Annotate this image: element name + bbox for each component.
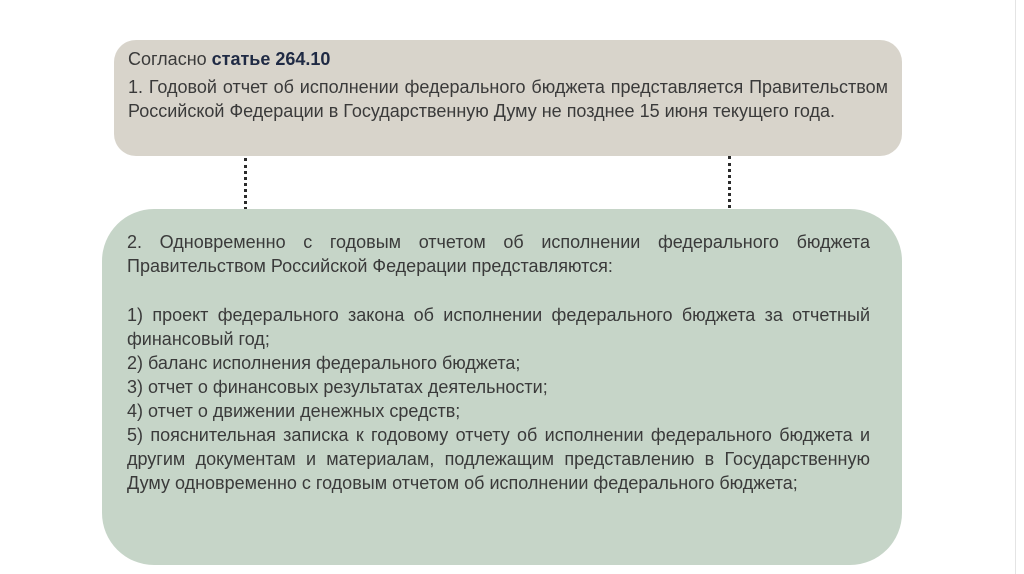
article-paragraph-1: 1. Годовой отчет об исполнении федерального бюджета представляется Правительством Российской Федерации в Государственную Думу не позднее 15 июня текущего года. [128,77,888,121]
article-summary-box [114,40,902,156]
dotted-connector-left [244,158,247,210]
list-item-4: 4) отчет о движении денежных средств; [127,401,461,421]
dotted-connector-right [728,156,731,214]
list-item-3: 3) отчет о финансовых результатах деятельности; [127,377,548,397]
documents-list-box [102,209,902,565]
list-item-1: 1) проект федерального закона об исполнении федерального бюджета за отчетный финансовый год; [127,305,870,349]
article-reference: статье 264.10 [211,49,331,69]
article-intro [128,48,888,70]
article-paragraph-2: 2. Одновременно с годовым отчетом об исполнении федерального бюджета Правительством Российской Федерации представляются: [127,232,870,276]
slide-edge-divider [1015,0,1016,574]
list-item-5: 5) пояснительная записка к годовому отчету об исполнении федерального бюджета и другим документам и материалам, подлежащим представлению в Государственную Думу одновременно с годовым отчетом об исполнении федерального бюджета; [127,425,870,493]
list-item-2: 2) баланс исполнения федерального бюджета; [127,353,521,373]
intro-prefix: Согласно [128,49,212,69]
